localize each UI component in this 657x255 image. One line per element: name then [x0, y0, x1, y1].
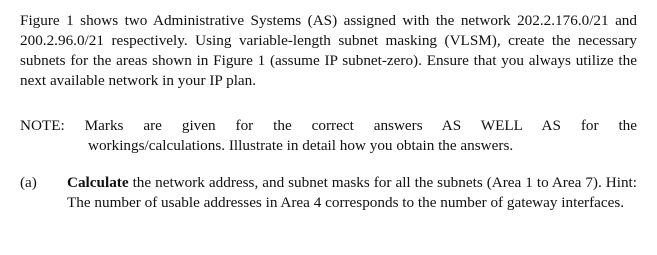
note-line-1: Marks are given for the correct answers AS WELL AS for the [84, 117, 638, 134]
note-label: NOTE: [20, 117, 65, 134]
part-a-body: the network address, and subnet masks for all the subnets (Area 1 to Area 7). Hint: The number of usable addresses in Area 4 corresponds to the number of gateway interfaces. [67, 174, 637, 211]
intro-paragraph: Figure 1 shows two Administrative Systems (AS) assigned with the network 202.2.176.0/21 and 200.2.96.0/21 respectively. Using variable-length subnet masking (VLSM), create the necessary subnets for the areas shown in Figure 1 (assume IP subnet-zero). Ensure that you always utilize the next available network in your IP plan. [20, 12, 637, 89]
note-first-line [20, 116, 637, 136]
part-a-bold-lead: Calculate [67, 174, 129, 191]
note-block [20, 116, 637, 156]
part-a-text [67, 173, 637, 213]
question-part-a [20, 173, 637, 213]
part-a-label: (a) [20, 174, 37, 191]
note-line-2: workings/calculations. Illustrate in detail how you obtain the answers. [88, 137, 514, 154]
